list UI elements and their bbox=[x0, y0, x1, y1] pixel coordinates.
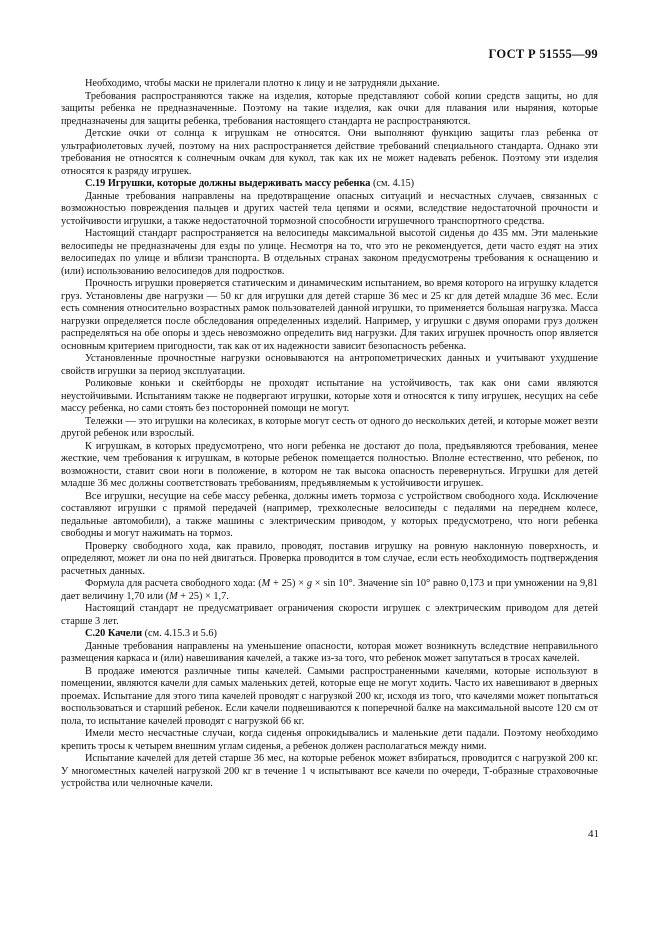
paragraph: К игрушкам, в которых предусмотрено, что ноги ребенка не достают до пола, предъявляются требования, менее жесткие, чем требования к игрушкам, в которые ребенок помещается полностью. Вполне естественно, что ребенок, по возможности, ставит свои ноги в положение, в котором не так высока опасность перевернуться. Игрушки для детей младше 36 мес должны соответствовать требованиям, предъявляемым к устойчивости игрушек. bbox=[61, 440, 598, 489]
document-code: ГОСТ Р 51555—99 bbox=[488, 47, 598, 61]
paragraph: Необходимо, чтобы маски не прилегали плотно к лицу и не затрудняли дыхание. bbox=[85, 78, 440, 89]
section-number: С.20 bbox=[85, 628, 106, 639]
section-title: Игрушки, которые должны выдерживать массу ребенка bbox=[107, 178, 371, 189]
formula-text: Формула для расчета свободного хода: ( bbox=[85, 578, 262, 589]
section-reference: (см. 4.15) bbox=[370, 178, 415, 189]
paragraph: Испытание качелей для детей старше 36 мес, на которые ребенок может взбираться, проводится с нагрузкой 200 кг. У многоместных качелей нагрузкой 200 кг в течение 1 ч испытывают все качели по очереди, Т-образные страховочные устройства или челночные качели. bbox=[61, 753, 598, 789]
section-title: Качели bbox=[107, 628, 143, 639]
document-body bbox=[61, 78, 598, 791]
formula-var-m: M bbox=[261, 578, 271, 589]
paragraph: Роликовые коньки и скейтборды не проходят испытание на устойчивость, так как они сами являются неустойчивыми. Испытаниям также не подвергают игрушки, которые хотя и относятся к типу игрушек, несущих на себе массу ребенка, но сами стоять без посторонней помощи не могут. bbox=[61, 378, 598, 414]
paragraph: Настоящий стандарт распространяется на велосипеды максимальной высотой сиденья до 435 мм. Эти маленькие велосипеды не предназначены для езды по улице. Несмотря на то, что это не рекомендуется, дети часто ездят на этих велосипедах по улице и вблизи транспорта. В отдельных странах законом предусмотрены требования к оснащению и (или) использованию велосипедов для подростков. bbox=[61, 228, 598, 277]
paragraph: Данные требования направлены на предотвращение опасных ситуаций и несчастных случаев, связанных с возможностью повреждения пальцев и других частей тела цепями и осями, вследствие недостаточной прочности и устойчивости игрушки, а также недостаточной тормозной способности игрушечного транспортного средства. bbox=[61, 190, 598, 227]
formula-text: × sin 10°. Значение sin 10° равно 0,173 и при умножении на 9,81 дает величину 1,70 или ( bbox=[61, 578, 599, 602]
formula-paragraph bbox=[61, 578, 598, 603]
paragraph: Данные требования направлены на уменьшение опасности, которая может возникнуть вследствие неправильного размещения каркаса и (или) навешивания качелей, а также из-за того, что ребенок может запутаться в тросах качелей. bbox=[61, 640, 598, 664]
paragraph: Детские очки от солнца к игрушкам не относятся. Они выполняют функцию защиты глаз ребенка от ультрафиолетовых лучей, поэтому на них распространяется действие требований специального стандарта. Однако эти требования не относятся к солнечным очкам для кукол, так как их не может надевать ребенок. Поэтому эти изделия относятся к разряду игрушек. bbox=[61, 128, 598, 177]
formula-var-g: g bbox=[306, 578, 312, 589]
formula-var-m: M bbox=[169, 590, 178, 602]
paragraph: Настоящий стандарт не предусматривает ограничения скорости игрушек с электрическим приводом для детей старше 3 лет. bbox=[61, 603, 598, 627]
page-number: 41 bbox=[588, 828, 599, 840]
paragraph: Проверку свободного хода, как правило, проводят, поставив игрушку на ровную наклонную поверхность, и определяют, может ли она по ней двигаться. Проверка проводится в том случае, если есть необходимость подтверждения расчетных данных. bbox=[61, 540, 598, 577]
formula-text: + 25) × 1,7. bbox=[177, 590, 229, 602]
section-number: С.19 bbox=[85, 178, 106, 189]
section-heading-c20 bbox=[61, 628, 598, 641]
paragraph: Требования распространяются также на изделия, которые представляют собой копии средств защиты, но для защиты ребенка не предназначенные. Поэтому на такие изделия, как очки для плавания или ныряния, которые предназначены для защиты ребенка, требования настоящего стандарта не распространяются. bbox=[61, 90, 598, 127]
section-heading-c19 bbox=[61, 178, 598, 191]
paragraph: В продаже имеются различные типы качелей. Самыми распространенными качелями, которые используют в помещении, являются качели для самых маленьких детей, которые еще не могут ходить. Часто их навешивают в дверных проемах. Испытание для этого типа качелей проводят с нагрузкой 200 кг, исходя из того, что качелями может попытаться воспользоваться и старший ребенок. Если качели подвешиваются к поперечной балке на максимальной высоте 120 см от пола, то испытание качелей проводят с нагрузкой 66 кг. bbox=[61, 665, 598, 727]
section-reference: (см. 4.15.3 и 5.6) bbox=[142, 628, 217, 639]
formula-text: + 25) × bbox=[270, 578, 307, 589]
paragraph: Прочность игрушки проверяется статическим и динамическим испытанием, во время которого на игрушку кладется груз. Установлены две нагрузки — 50 кг для игрушки для детей старше 36 мес и 25 кг для детей младше 36 мес. Если есть сомнения относительно возрастных рамок пользователей данной игрушки, то применяется большая нагрузка. Масса нагрузки определяется после обследования определенных изделий. Например, у игрушки с двумя опорами груз должен распределяться на обе опоры и здесь невозможно определить вид нагрузки. Для таких игрушек прочность опор является основным критерием пригодности, так как от их надежности зависит безопасность ребенка. bbox=[61, 278, 598, 352]
paragraph: Тележки — это игрушки на колесиках, в которые могут сесть от одного до нескольких детей, и которые может везти другой ребенок или взрослый. bbox=[61, 415, 598, 439]
paragraph: Установленные прочностные нагрузки основываются на антропометрических данных и учитывают ухудшение свойств игрушки за период эксплуатации. bbox=[61, 353, 598, 377]
paragraph: Все игрушки, несущие на себе массу ребенка, должны иметь тормоза с устройством свободного хода. Исключение составляют игрушки с прямой передачей (например, трехколесные велосипеды с педалями на переднем колесе, педальные автомобили), а также машины с электрическим приводом, у которых предусмотрено, что ноги ребенка свободны и могут нажимать на тормоз. bbox=[61, 490, 598, 539]
paragraph: Имели место несчастные случаи, когда сиденья опрокидывались и маленькие дети падали. Поэтому необходимо крепить тросы к четырем внешним углам сиденья, а ребенок должен располагаться между ними. bbox=[61, 728, 598, 752]
